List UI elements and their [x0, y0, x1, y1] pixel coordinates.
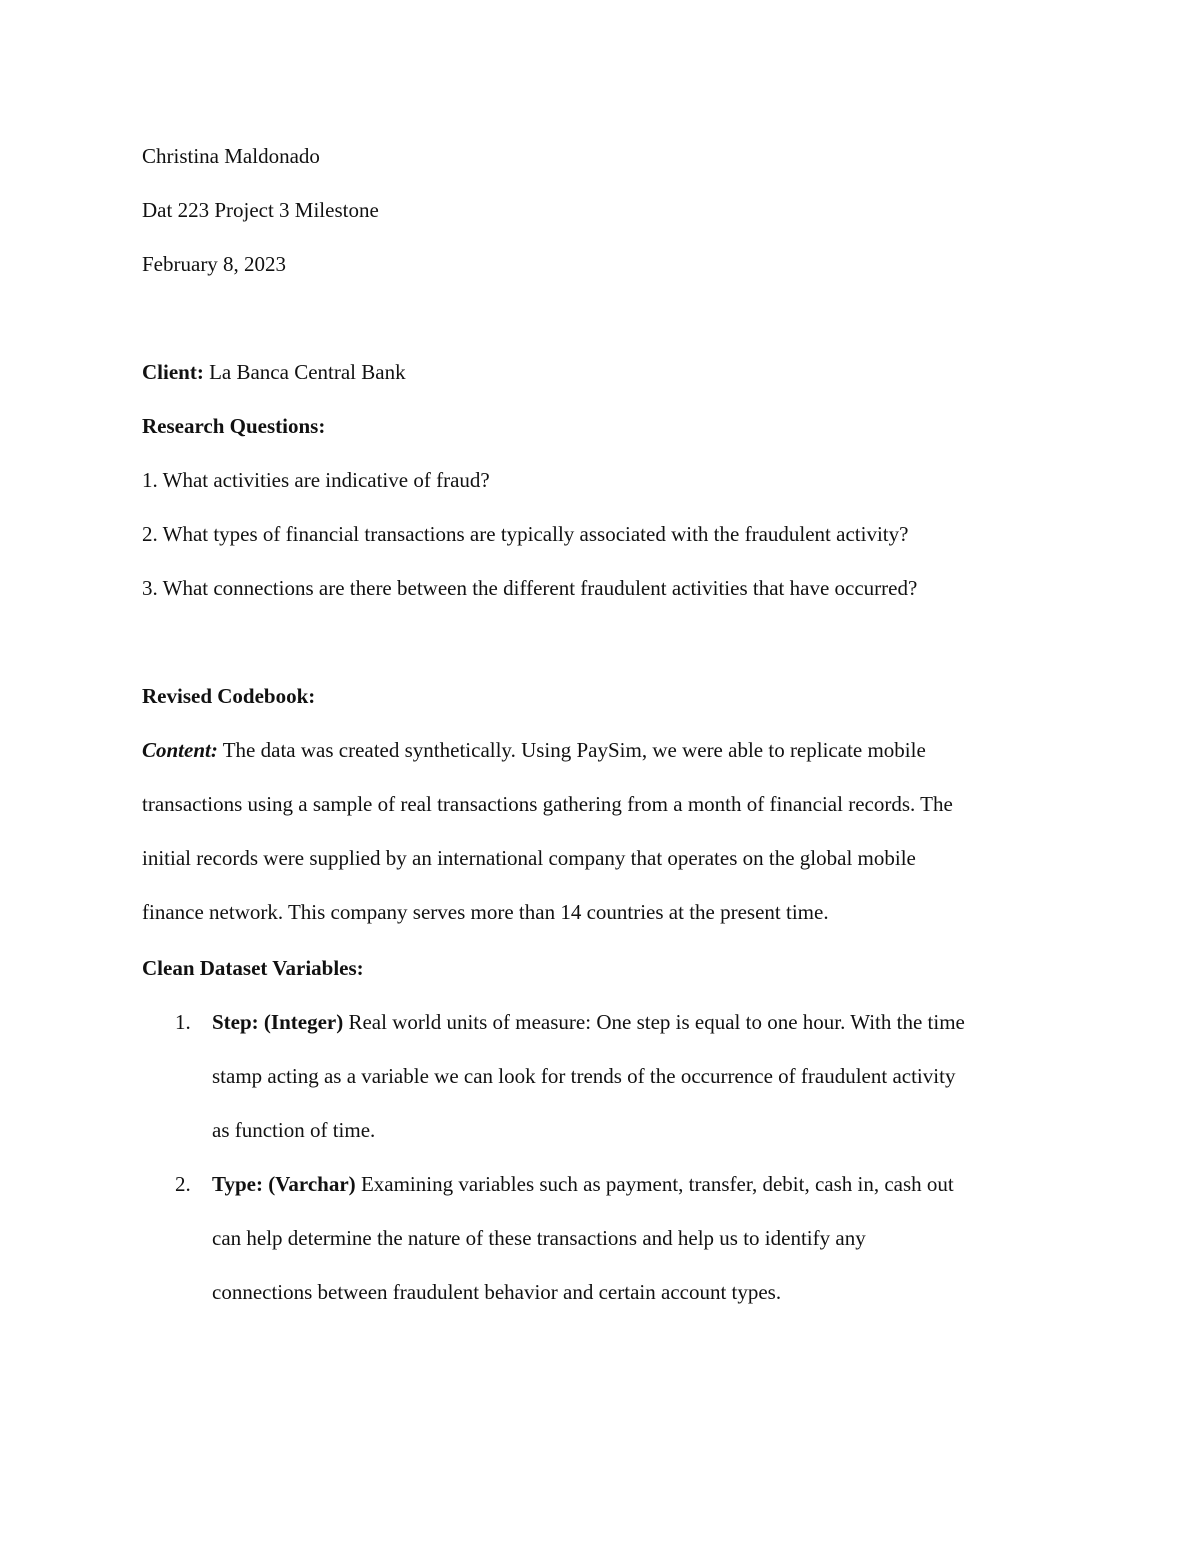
document-date: February 8, 2023 — [142, 252, 287, 276]
variable-2-line-1: Type: (Varchar) Examining variables such as payment, transfer, debit, cash in, cash out — [212, 1172, 954, 1196]
content-text: The data was created synthetically. Using PaySim, we were able to replicate mobile — [222, 738, 926, 762]
client-label: Client: — [142, 360, 204, 384]
variable-1-line-2: stamp acting as a variable we can look for trends of the occurrence of fraudulent activity — [212, 1064, 956, 1088]
variable-1-line-1: Step: (Integer) Real world units of measure: One step is equal to one hour. With the time — [212, 1010, 965, 1034]
variable-2-number: 2. — [175, 1172, 191, 1196]
codebook-content-line-1 — [142, 736, 926, 764]
variables-heading: Clean Dataset Variables: — [142, 956, 364, 980]
variable-1-number: 1. — [175, 1010, 191, 1034]
research-question-1: 1. What activities are indicative of fraud? — [142, 468, 490, 492]
research-heading: Research Questions: — [142, 414, 326, 438]
variable-2-line-3: connections between fraudulent behavior and certain account types. — [212, 1280, 782, 1304]
codebook-content-line-2: transactions using a sample of real transactions gathering from a month of financial records. The — [142, 792, 953, 816]
codebook-heading: Revised Codebook: — [142, 684, 316, 708]
client-value: La Banca Central Bank — [209, 360, 406, 384]
codebook-content-line-3: initial records were supplied by an international company that operates on the global mobile — [142, 846, 916, 870]
research-question-3: 3. What connections are there between the different fraudulent activities that have occurred? — [142, 576, 918, 600]
content-label: Content: — [142, 738, 218, 762]
codebook-content-line-4: finance network. This company serves more than 14 countries at the present time. — [142, 900, 829, 924]
client-line — [142, 358, 406, 386]
research-question-2: 2. What types of financial transactions are typically associated with the fraudulent activity? — [142, 522, 909, 546]
variable-1-line-3: as function of time. — [212, 1118, 376, 1142]
course-title: Dat 223 Project 3 Milestone — [142, 198, 379, 222]
author-name: Christina Maldonado — [142, 144, 320, 168]
variable-1-name: Step: (Integer) — [212, 1010, 344, 1034]
variable-2-name: Type: (Varchar) — [212, 1172, 356, 1196]
variable-2-line-2: can help determine the nature of these transactions and help us to identify any — [212, 1226, 866, 1250]
